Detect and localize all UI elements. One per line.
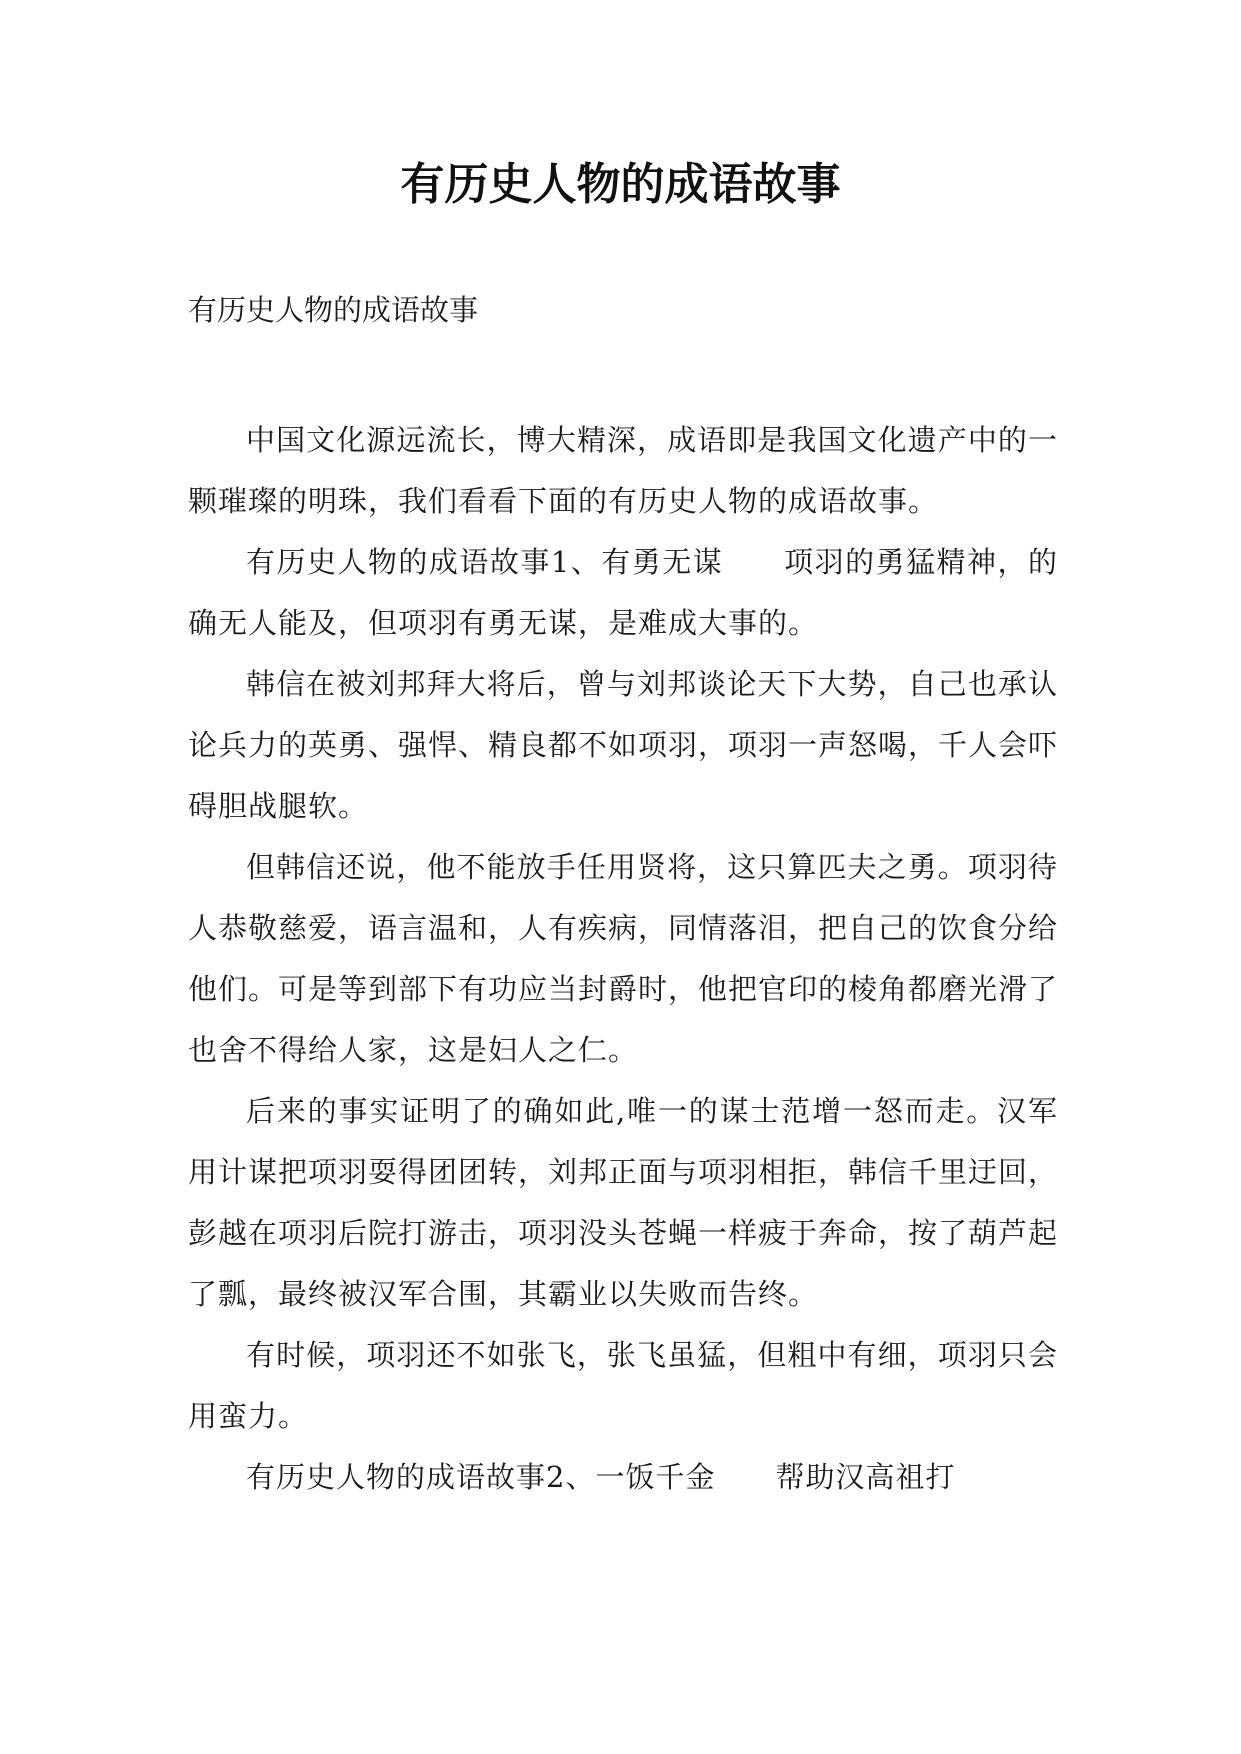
paragraph-outcome: 后来的事实证明了的确如此,唯一的谋士范增一怒而走。汉军用计谋把项羽耍得团团转，刘邦正面与项羽相拒，韩信千里迂回，彭越在项羽后院打游击，项羽没头苍蝇一样疲于奔命，按了葫芦起了瓢，最终被汉军合围，其霸业以失败而告终。 — [188, 1094, 1059, 1311]
paragraph-story-1-heading: 有历史人物的成语故事1、有勇无谋 项羽的勇猛精神，的确无人能及，但项羽有勇无谋，是难成大事的。 — [188, 545, 1058, 640]
document-subtitle: 有历史人物的成语故事 — [188, 293, 479, 327]
paragraph-intro: 中国文化源远流长，博大精深，成语即是我国文化遗产中的一颗璀璨的明珠，我们看看下面的有历史人物的成语故事。 — [188, 423, 1058, 518]
paragraph-han-xin: 韩信在被刘邦拜大将后，曾与刘邦谈论天下大势，自己也承认论兵力的英勇、强悍、精良都不如项羽，项羽一声怒喝，千人会吓碍胆战腿软。 — [188, 667, 1059, 823]
paragraph-story-2-heading: 有历史人物的成语故事2、一饭千金 帮助汉高祖打 — [246, 1460, 956, 1494]
document-body — [188, 410, 1058, 1508]
document-title: 有历史人物的成语故事 — [400, 159, 841, 210]
paragraph-han-xin-continued: 但韩信还说，他不能放手任用贤将，这只算匹夫之勇。项羽待人恭敬慈爱，语言温和，人有疾病，同情落泪，把自己的饮食分给他们。可是等到部下有功应当封爵时，他把官印的棱角都磨光滑了也舍不得给人家，这是妇人之仁。 — [188, 850, 1059, 1067]
paragraph-zhang-fei: 有时候，项羽还不如张飞，张飞虽猛，但粗中有细，项羽只会用蛮力。 — [188, 1338, 1058, 1433]
